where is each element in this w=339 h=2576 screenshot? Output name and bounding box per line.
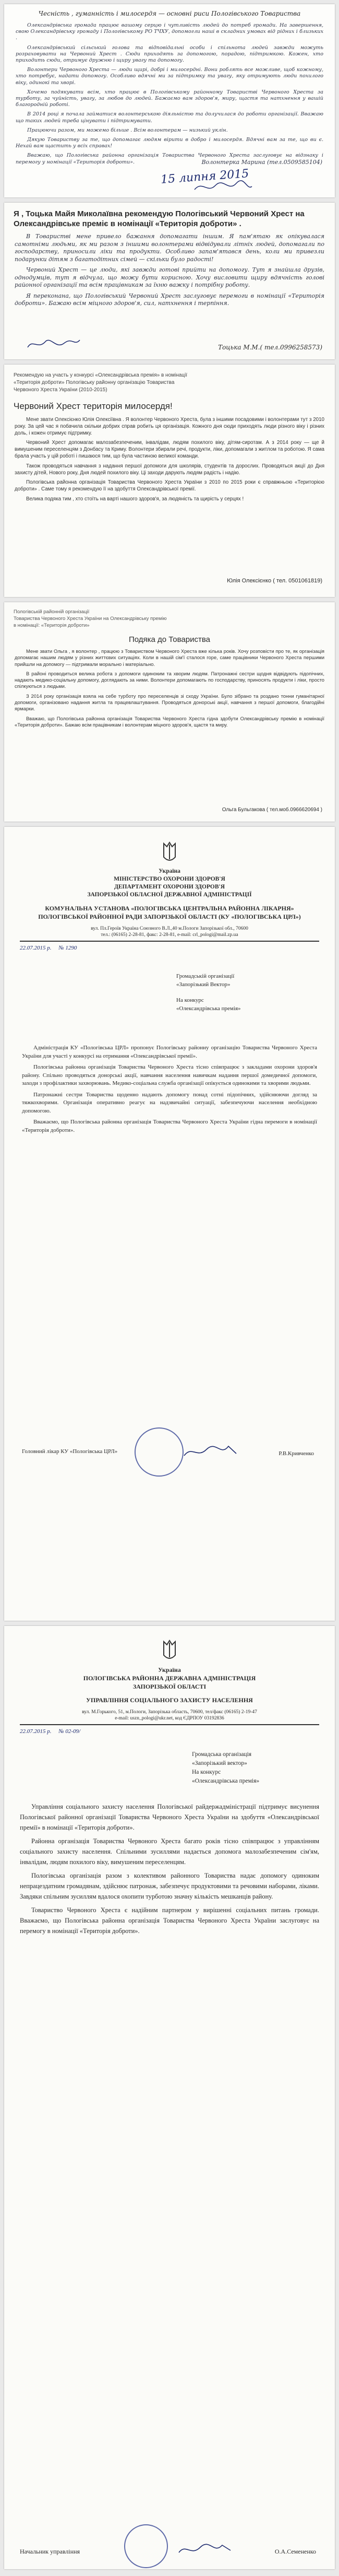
letter-1-paragraph: Волонтери Червоного Хреста — люди щирі, добрі і милосердні. Вони роблять все можливе, щоб кожному, хто потребує, надати допомогу. Особливо вдячні ми за підтримку та увагу, яку отримують люди похилого віку, одинокі та хворі.	[16, 67, 323, 86]
letter-1	[4, 4, 335, 197]
letter-6-recipient-line: Громадська організація	[192, 1751, 252, 1758]
letter-1-paragraph: В 2014 році я почала займатися волонтерською діяльністю та долучилася до роботи організації. Вважаю що таких людей треба цінувати і підтримувати.	[16, 111, 323, 124]
letter-2-paragraph: Я переконана, що Пологівський Червоний Хрест заслуговує перемоги в номінації «Територія доброти». Бажаю всім міцного здоров'я, сил, натхнення і терпіння.	[15, 292, 324, 307]
letter-4-title: Подяка до Товариства	[128, 635, 211, 644]
letter-6-contacts: e-mail: uszn_pologi@ukr.net, код ЄДРПОУ 03192836	[115, 1716, 224, 1721]
letter-6-recipient	[192, 1750, 319, 1786]
letter-6-reg-no: № 02-09/	[58, 1728, 81, 1735]
letter-3	[4, 365, 335, 597]
letter-4	[4, 602, 335, 822]
letter-5-recipient-line: На конкурс	[176, 997, 204, 1003]
letter-6-recipient-line: «Запорізький вектор»	[192, 1760, 247, 1766]
letter-4-body	[15, 648, 324, 728]
letter-2-signer: Тоцька М.М.( тел.0996258573)	[218, 344, 322, 351]
letter-4-paragraph: Мене звати Ольга , я волонтер , працюю з Товариством Червоного Хреста вже кілька років. Хочу розповісти про те, як організація допомагає нашим людям у різних життєвих ситуаціях. Коли в нашій сім'ї сталося горе, саме працівники Червоного Хреста першими прийшли на допомогу — підтримали морально і матеріально.	[15, 648, 324, 667]
letter-5	[4, 827, 335, 1621]
letter-3-header-line: Червоного Хреста України (2010-2015)	[14, 387, 107, 393]
letter-3-paragraph: Велика подяка тим , хто стоїть на варті нашого здоров'я, за людяність та щирість у серцях !	[26, 496, 244, 502]
letter-6-paragraph: Управління соціального захисту населення Пологівської райдержадміністрації підтримує висунення Пологівської районної організації Товариства Червоного Хреста України на здобуття «Олександрівської премії» в номінації «Територія доброти».	[20, 1803, 319, 1831]
letter-6-org-header	[20, 1666, 319, 1704]
letter-5-paragraph: Патронажні сестри Товариства щоденно надають допомогу понад сотні підопічних, здійснюючи догляд за тяжкохворими. Організація оперативно реагує на надзвичайні ситуації, забезпечуючи населення необхідною допомогою.	[22, 1091, 317, 1114]
letter-3-header	[14, 372, 325, 394]
letter-1-title: Чесність , гуманність і милосердя — основні риси Пологівського Товариства	[38, 10, 301, 17]
letter-6-signature	[176, 2541, 234, 2559]
letter-3-paragraph: Червоний Хрест допомагає малозабезпеченим, інвалідам, людям похилого віку, дітям-сиротам. А з 2014 року — ще й вимушеним переселенцям з Донбасу та Криму. Волонтери збирали речі, продукти, ліки, допомагали з житлом та роботою. Я сама брала участь у цій роботі і пишаюся тим, що була частиною великої команди.	[15, 440, 324, 459]
letter-4-paragraph: З 2014 року організація взяла на себе турботу про переселенців зі сходу України. Було зібрано та роздано тонни гуманітарної допомоги, організовано надання житла та працевлаштування. Проводяться донорські акції, навчання з першої допомоги, благодійні ярмарки.	[15, 693, 324, 712]
letter-3-signer: Юлія Олексієнко ( тел. 0501061819)	[227, 578, 322, 584]
letter-5-org-line: Україна	[159, 868, 180, 874]
letter-5-sign-role: Головний лікар КУ «Пологівська ЦРЛ»	[22, 1448, 118, 1455]
trident-emblem-icon	[161, 1640, 178, 1662]
letter-6-paragraph: Пологівська організація разом з колективом районного Товариства надає допомогу одиноким непрацездатним громадянам, здійснює патронаж, забезпечує продуктовими та речовими наборами, ліками. Завдяки спільним зусиллям вдалося охопити турботою значну кількість мешканців району.	[20, 1872, 319, 1900]
letter-6	[4, 1626, 335, 2569]
letter-5-recipient-line: Громадській організації	[176, 973, 235, 979]
letter-2-title: Я , Тоцька Майя Миколаївна рекомендую Пологівський Червоний Хрест на Олександрівське преміє в номінації «Територія доброти» .	[14, 209, 305, 228]
letter-6-org-line: ПОЛОГІВСЬКА РАЙОННА ДЕРЖАВНА АДМІНІСТРАЦІЯ	[83, 1675, 256, 1682]
letter-6-org-line: УПРАВЛІННЯ СОЦІАЛЬНОГО ЗАХИСТУ НАСЕЛЕННЯ	[86, 1696, 253, 1704]
letter-2	[4, 203, 335, 359]
letter-6-recipient-line: На конкурс	[192, 1769, 221, 1775]
letter-5-paragraph: Вважаємо, що Пологівська районна організація Товариства Червоного Хреста України гідна перемоги в номінації «Територія доброти».	[22, 1119, 317, 1133]
letter-3-title: Червоний Хрест територія милосердя!	[14, 401, 173, 411]
letter-6-paragraph: Районна організація Товариства Червоного Хреста багато років тісно співпрацює з управлінням соціального захисту населення. Спільними зусиллями надається допомога малозабезпеченим сім'ям, інвалідам, людям похилого віку, вимушеним переселенцям.	[20, 1837, 319, 1866]
letter-4-signer: Ольга Бульгакова ( тел.моб.0966620694 )	[222, 807, 322, 813]
letter-5-recipient-line: «Запорізький Вектор»	[176, 981, 231, 988]
letter-6-paragraph: Товариство Червоного Хреста є надійним партнером у вирішенні соціальних питань громади. Вважаємо, що Пологівська районна організація Товариства Червоного Хреста України заслуговує на перемогу в номінації «Територія доброти».	[20, 1906, 319, 1935]
letter-5-signature	[181, 1443, 239, 1461]
letter-4-header-line: в номінації: «Територія доброти»	[14, 623, 90, 628]
letter-6-reg-date: 22.07.2015 р.	[20, 1728, 52, 1735]
letter-4-header	[14, 608, 325, 629]
letter-1-paragraph: Вважаю, що Пологівська районна організація Товариства Червоного Хреста заслуговує на відзнаку і перемогу у номінації «Територія доброти».	[16, 153, 323, 165]
letter-5-org-header	[20, 868, 319, 921]
letter-1-signature	[192, 179, 255, 195]
letter-6-sign-role: Начальник управління	[20, 2548, 80, 2555]
letter-3-body	[15, 417, 324, 503]
letter-4-header-line: Пологівській районній організації	[14, 609, 90, 615]
letter-3-header-line: «Територія доброти» Пологівську районну організацію Товариства	[14, 380, 175, 385]
letter-5-recipient-line: «Олександрівська премія»	[176, 1005, 241, 1012]
letter-2-signature	[25, 336, 82, 353]
letter-1-handwritten-date: 15 липня 2015	[160, 167, 250, 186]
letter-4-header-line: Товариства Червоного Хреста України на Олександрівську премію	[14, 616, 167, 622]
letter-5-sign-name: Р.В.Кривченко	[279, 1450, 314, 1457]
letter-5-address: вул. Пл.Героїв Україна Союзного В.Л.,40 м.Пологи Запорізької обл., 70600	[91, 926, 248, 931]
letter-1-paragraph: Дякую Товариству за те, що допомагає людям вірити в добро і милосердя. Вдячні вам за те, що ви є. Нехай вам щастить у всіх справах!	[16, 137, 323, 149]
letter-6-divider	[20, 1724, 319, 1725]
letter-6-reg	[20, 1728, 319, 1735]
letter-6-org-line: Україна	[158, 1666, 181, 1673]
letter-4-paragraph: Вважаю, що Пологівська районна організація Товариства Червоного Хреста гідна здобути Олександрівську премію в номінації «Територія доброти». Бажаю всім працівникам і волонтерам міцного здоров'я, щастя та миру.	[15, 715, 324, 728]
letter-5-body	[22, 1044, 317, 1134]
letter-5-org-line: КОМУНАЛЬНА УСТАНОВА «ПОЛОГІВСЬКА ЦЕНТРАЛЬНА РАЙОННА ЛІКАРНЯ» ПОЛОГІВСЬКОЇ РАЙОННОЇ РАДИ ЗАПОРІЗЬКОЇ ОБЛАСТІ (КУ «ПОЛОГІВСЬКА ЦРЛ»)	[38, 905, 301, 920]
letter-5-recipient	[176, 972, 319, 1013]
letter-3-paragraph: Мене звати Олексієнко Юлія Олексіївна . Я волонтер Червоного Хреста, була з іншими посадовими і волонтерами тут з 2010 року. За цей час я побачила скільки добрих справ робить ця організація. Кожного дня сюди приходять люди різного віку і різних доль, і кожен отримує підтримку.	[15, 417, 324, 436]
letter-6-org-line: ЗАПОРІЗЬКОЇ ОБЛАСТІ	[132, 1683, 207, 1690]
letter-6-address: вул. М.Горького, 51, м.Пологи, Запорізька область, 70600, тел/факс (06165) 2-19-47	[82, 1709, 257, 1715]
letter-5-org-line: МІНІСТЕРСТВО ОХОРОНИ ЗДОРОВ'Я	[114, 876, 225, 882]
letter-5-paragraph: Адміністрація КУ «Пологівська ЦРЛ» пропонує Пологівську районну організацію Товариства Червоного Хреста України для участі у конкурсі на отримання «Олександрівської премії».	[22, 1045, 317, 1059]
letter-5-paragraph: Пологівська районна організація Товариства Червоного Хреста тісно співпрацює з закладами охорони здоров'я району. Спільно проводяться донорські акції, навчання населення навичкам надання першої домедичної допомоги, заходи з профілактики захворювань. Медико-соціальна служба організації опікується одинокими та хворими людьми.	[22, 1064, 317, 1086]
letter-1-paragraph: Олександрівський сільський голова та відповідальні особи і спільнота людей завжди можуть розраховувати на Червоний Хрест . Сюди приходять за допомогою, порадою, підтримкою. Кожен, хто приходить сюди, отримує дружню і щиру увагу та допомогу.	[16, 44, 323, 64]
letter-6-sign-name: О.А.Семененко	[274, 2548, 316, 2555]
letter-2-body	[15, 233, 324, 308]
letter-1-paragraph: Олександрівська громада працює вашому серцю і чутливість людей до потреб громади. На завершення, свою Олександрівську громаду і Пологівському РО ТЧХУ, допомогли наші в складних умовах від рідних і близьких .	[16, 22, 323, 41]
letter-6-body	[20, 1801, 319, 1936]
letter-5-reg-no: № 1290	[58, 945, 77, 951]
letter-3-header-line: Рекомендую на участь у конкурсі «Олександрівська премія» в номінації	[14, 372, 188, 378]
letter-5-reg	[20, 945, 319, 951]
letter-1-paragraph: Працюючи разом, ми можемо більше . Всім волонтерам — низький уклін.	[27, 127, 228, 133]
letter-5-org-line: ДЕПАРТАМЕНТ ОХОРОНИ ЗДОРОВ'Я	[114, 884, 225, 890]
letter-3-paragraph: Пологівська районна організація Товариства Червоного Хреста України з 2010 по 2015 роки є справжньою «Територією доброти» . Саме тому я рекомендую її на здобуття Олександрівської премії.	[15, 479, 324, 493]
letter-5-stamp	[135, 1427, 184, 1477]
trident-emblem-icon	[161, 841, 178, 864]
letter-2-paragraph: В Товаристві мене привело бажання допомагати іншим. Я пам'ятаю як опікувалася самотніми людьми, як ми разом з іншими волонтерами відвідували літніх людей, допомагали по господарству, приносили ліки та продукти. Особливо запам'ятався день, коли ми привезли подарунки дітям з багатодітних сімей — скільки було радості!	[15, 233, 324, 263]
letter-3-paragraph: Також проводяться навчання з надання першої допомоги для школярів, студентів та дорослих. Проводяться акції до Дня захисту дітей, Нового року, Дня людей похилого віку. Ці заходи дарують людям радість і надію.	[15, 463, 324, 476]
letter-1-body	[16, 22, 323, 166]
letter-5-org-line: ЗАПОРІЗЬКОЇ ОБЛАСНОЇ ДЕРЖАВНОЇ АДМІНІСТРАЦІЇ	[87, 892, 252, 898]
letter-6-recipient-line: «Олександрівська премія»	[192, 1778, 260, 1784]
letter-4-paragraph: В районі проводиться велика робота з допомоги одиноким та хворим людям. Патронажні сестри щодня відвідують підопічних, надають медико-соціальну допомогу, доглядають за ними. Волонтери допомагають по господарству, приносять продукти і ліки, просто спілкуються з людьми.	[15, 670, 324, 689]
letter-1-signer: Волонтерка Марина (тел.0509585104)	[201, 159, 322, 166]
letter-5-reg-date: 22.07.2015 р.	[20, 945, 52, 951]
letter-6-stamp	[124, 2524, 168, 2568]
letter-5-divider	[20, 941, 319, 942]
letter-5-contacts: тел.: (06165) 2-28-81, факс: 2-28-81, e-mail: crl_pologi@mail.zp.ua	[101, 932, 238, 938]
letter-2-paragraph: Червоний Хрест — це люди, які завжди готові прийти на допомогу. Тут я знайшла друзів, однодумців, тут я відчула, що можу бути корисною. Хочу висловити щиру вдячність голові районної організації та всім працівникам за їхню важку і потрібну роботу.	[15, 266, 324, 288]
letter-1-paragraph: Хочемо подякувати всім, хто працює в Пологівському районному Товаристві Червоного Хреста за турботу, за чуйність, увагу, за любов до людей. Бажаємо вам здоров'я, миру, щастя та натхнення у вашій благородній роботі.	[16, 89, 323, 108]
